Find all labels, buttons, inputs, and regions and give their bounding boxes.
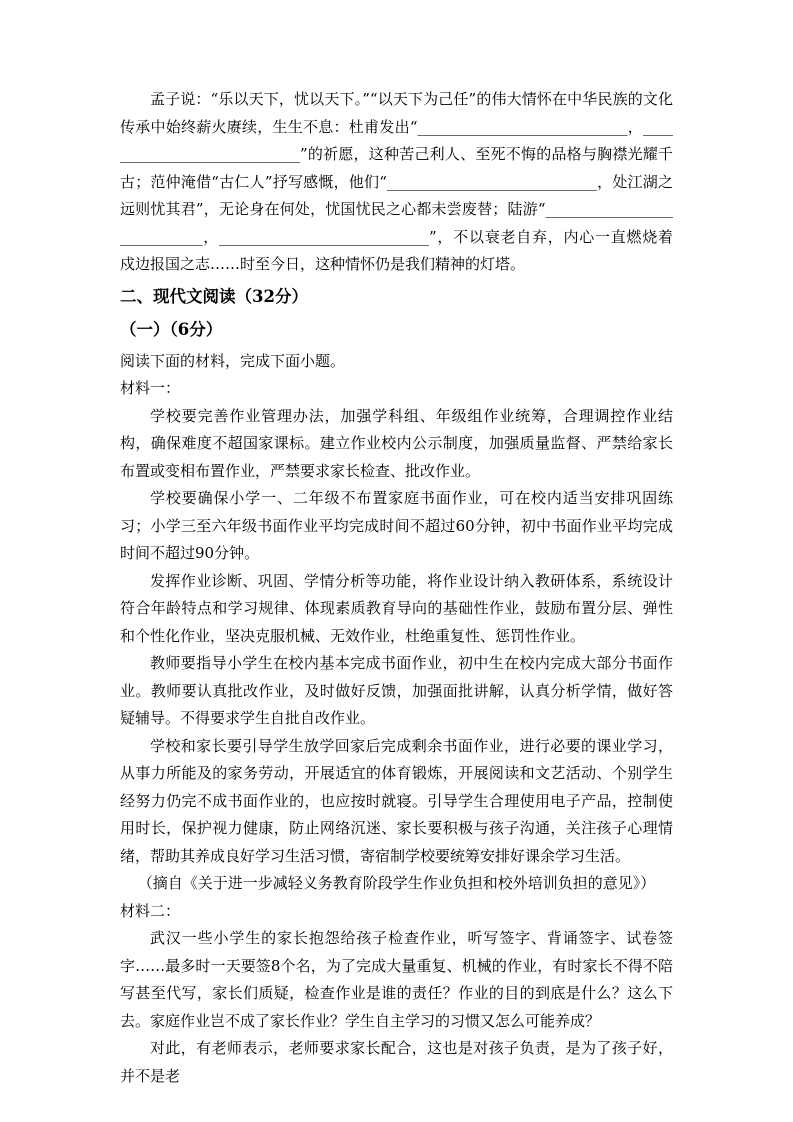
- paragraph: 学校和家长要引导学生放学回家后完成剩余书面作业，进行必要的课业学习，从事力所能及的家务劳动，开展适宜的体育锻炼，开展阅读和文艺活动、个别学生经努力仍完不成书面作业的，也应按时就寝。引导学生合理使用电子产品，控制使用时长，保护视力健康，防止网络沉迷、家长要积极与孩子沟通，关注孩子心理情绪，帮助其养成良好学习生活习惯，寄宿制学校要统筹安排好课余学习生活。: [120, 736, 673, 865]
- document-body: [120, 86, 673, 1090]
- paragraph: 教师要指导小学生在校内基本完成书面作业，初中生在校内完成大部分书面作业。教师要认真批改作业，及时做好反馈，加强面批讲解，认真分析学情，做好答疑辅导。不得要求学生自批自改作业。: [120, 654, 673, 727]
- paragraph: 材料一：: [120, 379, 181, 397]
- paragraph: 对此，有老师表示，老师要求家长配合，这也是对孩子负责，是为了孩子好，并不是老: [120, 1039, 673, 1085]
- paragraph: 武汉一些小学生的家长抱怨给孩子检查作业，听写签字、背诵签字、试卷签字……最多时一天要签8个名，为了完成大量重复、机械的作业，有时家长不得不陪写甚至代写，家长们质疑，检查作业是谁的责任？作业的目的到底是什么？这么下去。家庭作业岂不成了家长作业？学生自主学习的习惯又怎么可能养成？: [120, 929, 673, 1030]
- paragraph: 发挥作业诊断、巩固、学情分析等功能，将作业设计纳入教研体系，系统设计符合年龄特点和学习规律、体现素质教育导向的基础性作业，鼓励布置分层、弹性和个性化作业，坚决克服机械、无效作业，杜绝重复性、惩罚性作业。: [120, 571, 673, 645]
- paragraph: 学校要确保小学一、二年级不布置家庭书面作业，可在校内适当安排巩固练习；小学三至六年级书面作业平均完成时间不超过60分钟，初中书面作业平均完成时间不超过90分钟。: [120, 489, 673, 562]
- paragraph: 孟子说：“乐以天下，忧以天下。”“以天下为己任”的伟大情怀在中华民族的文化传承中始终薪火赓续，生生不息：杜甫发出“____________________________，____________________________”的祈愿，这种苦己利人、至死不悔的品格与胸襟光耀千古；范仲淹借“古仁人”抒写感慨，他们“____________________________，处江湖之远则忧其君”，无论身在何处，忧国忧民之心都未尝废替；陆游“____________________________，____________________________”，不以衰老自弃，内心一直燃烧着戍边报国之志……时至今日，这种情怀仍是我们精神的灯塔。: [120, 90, 673, 273]
- paragraph: 材料二：: [120, 901, 181, 920]
- paragraph: （摘自《关于进一步减轻义务教育阶段学生作业负担和校外培训负担的意见》）: [137, 874, 656, 892]
- paragraph: 学校要完善作业管理办法，加强学科组、年级组作业统筹，合理调控作业结构，确保难度不超国家课标。建立作业校内公示制度，加强质量监督、严禁给家长布置或变相布置作业，严禁要求家长检查、批改作业。: [120, 406, 673, 480]
- paragraph: 二、现代文阅读（32分）: [120, 286, 308, 306]
- paragraph: （一）（6分）: [120, 319, 223, 339]
- paragraph: 阅读下面的材料，完成下面小题。: [120, 351, 346, 370]
